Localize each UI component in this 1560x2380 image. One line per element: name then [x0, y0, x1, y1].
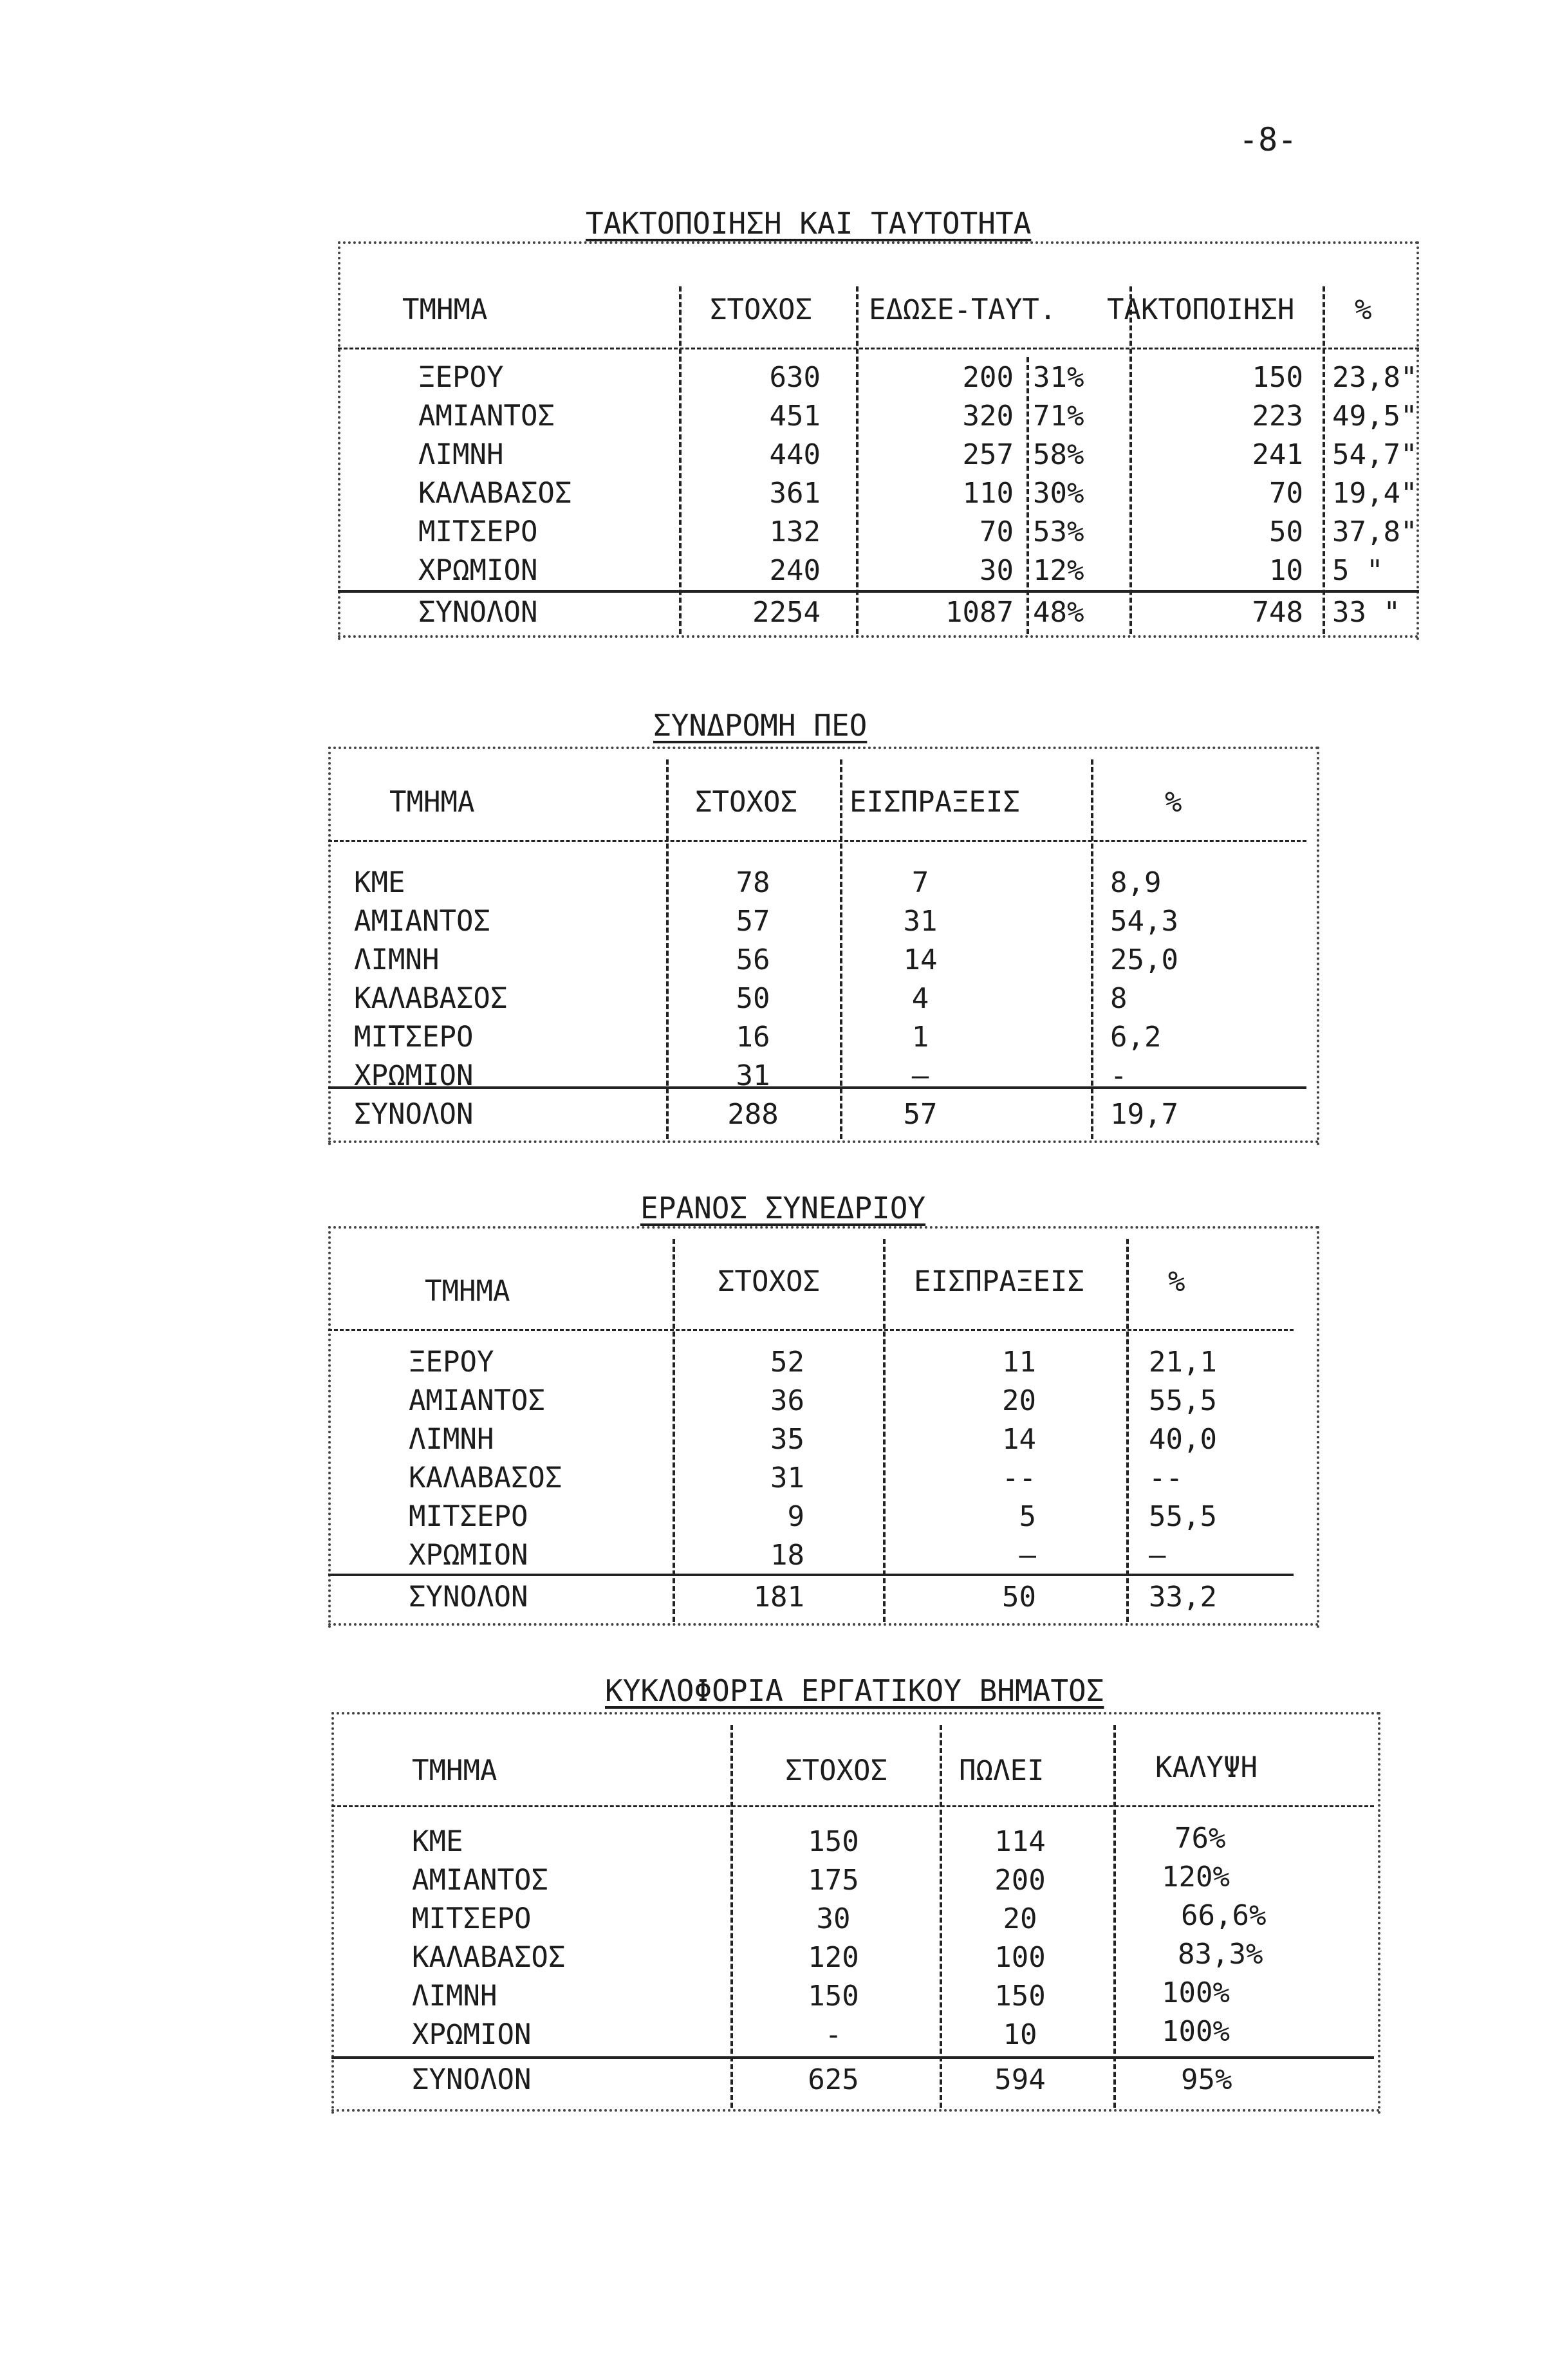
cell-taktopoiisi: 150: [1252, 361, 1303, 394]
cell-stoxos: 120: [808, 1941, 859, 1974]
table-2-title: ΣΥΝΔΡΟΜΗ ΠΕΟ: [653, 708, 868, 743]
table-2: [328, 747, 1319, 1146]
table-4: [331, 1712, 1380, 2114]
cell-eispraxeis: --: [1002, 1462, 1036, 1494]
cell-edose: 320: [962, 400, 1014, 432]
header-percent: %: [1168, 1265, 1185, 1298]
cell-eispraxeis: 14: [903, 944, 938, 976]
cell-stoxos: 56: [736, 944, 770, 976]
column-divider: [1126, 1239, 1129, 1622]
cell-eispraxeis: 14: [1002, 1423, 1036, 1456]
dotted-border-right: [1378, 1712, 1380, 2114]
cell-kalypsi: 76%: [1175, 1822, 1226, 1855]
row-label: ΛΙΜΝΗ: [418, 438, 504, 471]
cell-percent: 23,8": [1332, 361, 1418, 394]
column-divider: [856, 286, 859, 634]
cell-stoxos: 361: [769, 477, 821, 510]
cell-percent: 19,4": [1332, 477, 1418, 510]
cell-stoxos: 16: [736, 1021, 770, 1054]
cell-percent: 40,0: [1149, 1423, 1217, 1456]
cell-stoxos: 240: [769, 554, 821, 587]
cell-stoxos: 18: [770, 1539, 804, 1572]
header-taktopoiisi: ΤΑΚΤΟΠΟΙΗΣΗ: [1107, 293, 1295, 326]
cell-edose: 70: [980, 516, 1014, 548]
header-separator: [338, 348, 1419, 349]
row-label: ΑΜΙΑΝΤΟΣ: [354, 905, 490, 938]
row-label: ΞΕΡΟΥ: [418, 361, 504, 394]
column-divider: [1129, 286, 1132, 634]
cell-taktopoiisi: 70: [1269, 477, 1303, 510]
cell-taktopoiisi: 223: [1252, 400, 1303, 432]
cell-kalypsi: 83,3%: [1178, 1938, 1263, 1971]
dotted-border-right: [1317, 1226, 1319, 1628]
row-label: ΜΙΤΣΕΡΟ: [412, 1902, 532, 1935]
cell-kalypsi: 66,6%: [1181, 1899, 1267, 1932]
total-polei: 594: [994, 2063, 1046, 2096]
cell-percent: -: [1110, 1059, 1128, 1092]
cell-percent: 21,1: [1149, 1346, 1217, 1379]
column-divider: [673, 1239, 675, 1622]
cell-taktopoiisi: 50: [1269, 516, 1303, 548]
cell-eispraxeis: 4: [911, 982, 929, 1015]
header-eispraxeis: ΕΙΣΠΡΑΞΕΙΣ: [914, 1265, 1084, 1298]
total-stoxos: 2254: [752, 596, 821, 629]
table-1: [338, 241, 1419, 640]
row-label: ΑΜΙΑΝΤΟΣ: [409, 1384, 545, 1417]
header-stoxos: ΣΤΟΧΟΣ: [710, 293, 812, 326]
cell-percent: 6,2: [1110, 1021, 1162, 1054]
cell-percent: 5 ": [1332, 554, 1384, 587]
total-stoxos: 625: [808, 2063, 859, 2096]
dotted-border-left: [338, 241, 340, 640]
cell-polei: 200: [994, 1864, 1046, 1897]
cell-percent: 37,8": [1332, 516, 1418, 548]
total-kalypsi: 95%: [1181, 2063, 1232, 2096]
column-divider: [840, 759, 842, 1139]
cell-eispraxeis: 11: [1002, 1346, 1036, 1379]
cell-stoxos: 78: [736, 866, 770, 899]
header-eispraxeis: ΕΙΣΠΡΑΞΕΙΣ: [850, 786, 1020, 819]
dotted-border-top: [338, 241, 1419, 244]
total-edose-percent: 48%: [1033, 596, 1084, 629]
cell-edose: 200: [962, 361, 1014, 394]
table-4-title: ΚΥΚΛΟΦΟΡΙΑ ΕΡΓΑΤΙΚΟΥ ΒΗΜΑΤΟΣ: [605, 1673, 1104, 1708]
cell-kalypsi: 120%: [1162, 1861, 1230, 1893]
cell-percent: 55,5: [1149, 1500, 1217, 1533]
total-stoxos: 288: [727, 1098, 779, 1131]
row-label: ΚΜΕ: [412, 1825, 463, 1858]
total-stoxos: 181: [753, 1581, 804, 1613]
cell-eispraxeis: 1: [911, 1021, 929, 1054]
row-label: ΧΡΩΜΙΟΝ: [409, 1539, 528, 1572]
cell-stoxos: 9: [787, 1500, 804, 1533]
total-edose: 1087: [945, 596, 1014, 629]
cell-percent: —: [1149, 1539, 1166, 1572]
row-label: ΧΡΩΜΙΟΝ: [412, 2018, 532, 2051]
cell-stoxos: 30: [816, 1902, 851, 1935]
cell-taktopoiisi: 10: [1269, 554, 1303, 587]
dotted-border-top: [328, 747, 1319, 749]
row-label: ΛΙΜΝΗ: [412, 1980, 497, 2013]
cell-kalypsi: 100%: [1162, 2015, 1230, 2048]
total-label: ΣΥΝΟΛΟΝ: [409, 1581, 528, 1613]
cell-edose-percent: 71%: [1033, 400, 1084, 432]
cell-edose: 30: [980, 554, 1014, 587]
header-stoxos: ΣΤΟΧΟΣ: [718, 1265, 820, 1298]
dotted-border-right: [1317, 747, 1319, 1146]
row-label: ΛΙΜΝΗ: [409, 1423, 494, 1456]
table-3-title: ΕΡΑΝΟΣ ΣΥΝΕΔΡΙΟΥ: [640, 1191, 926, 1225]
cell-stoxos: 36: [770, 1384, 804, 1417]
header-stoxos: ΣΤΟΧΟΣ: [695, 786, 797, 819]
cell-stoxos: 440: [769, 438, 821, 471]
cell-stoxos: 132: [769, 516, 821, 548]
row-label: ΜΙΤΣΕΡΟ: [354, 1021, 474, 1054]
row-label: ΚΑΛΑΒΑΣΟΣ: [354, 982, 508, 1015]
column-divider: [666, 759, 669, 1139]
cell-polei: 150: [994, 1980, 1046, 2013]
dotted-border-left: [328, 747, 331, 1146]
cell-edose-percent: 53%: [1033, 516, 1084, 548]
cell-edose-percent: 12%: [1033, 554, 1084, 587]
cell-edose-percent: 30%: [1033, 477, 1084, 510]
cell-stoxos: -: [824, 2018, 842, 2051]
cell-eispraxeis: 20: [1002, 1384, 1036, 1417]
column-divider: [1113, 1725, 1116, 2108]
cell-stoxos: 35: [770, 1423, 804, 1456]
dotted-border-left: [331, 1712, 334, 2114]
cell-eispraxeis: 5: [1019, 1500, 1036, 1533]
column-divider: [1026, 357, 1029, 634]
row-label: ΛΙΜΝΗ: [354, 944, 440, 976]
cell-edose-percent: 58%: [1033, 438, 1084, 471]
dotted-border-top: [328, 1226, 1319, 1229]
cell-eispraxeis: —: [1019, 1539, 1036, 1572]
header-edose-tayt: ΕΔΩΣΕ-ΤΑΥΤ.: [869, 293, 1057, 326]
cell-polei: 10: [1003, 2018, 1037, 2051]
dotted-border-top: [331, 1712, 1380, 1715]
row-label: ΚΑΛΑΒΑΣΟΣ: [418, 477, 572, 510]
header-separator: [328, 1329, 1294, 1331]
header-separator: [331, 1805, 1374, 1807]
cell-stoxos: 630: [769, 361, 821, 394]
table-3: [328, 1226, 1319, 1628]
cell-percent: 49,5": [1332, 400, 1418, 432]
dotted-border-bottom: [338, 635, 1419, 638]
cell-stoxos: 57: [736, 905, 770, 938]
total-separator: [328, 1574, 1294, 1576]
cell-edose: 257: [962, 438, 1014, 471]
cell-stoxos: 52: [770, 1346, 804, 1379]
cell-percent: 54,3: [1110, 905, 1178, 938]
total-eispraxeis: 57: [903, 1098, 938, 1131]
cell-percent: 55,5: [1149, 1384, 1217, 1417]
cell-stoxos: 31: [770, 1462, 804, 1494]
cell-stoxos: 175: [808, 1864, 859, 1897]
column-divider: [1091, 759, 1093, 1139]
cell-kalypsi: 100%: [1162, 1976, 1230, 2009]
row-label: ΞΕΡΟΥ: [409, 1346, 494, 1379]
column-divider: [883, 1239, 886, 1622]
total-percent: 33 ": [1332, 596, 1400, 629]
cell-eispraxeis: 7: [911, 866, 929, 899]
cell-polei: 100: [994, 1941, 1046, 1974]
dotted-border-bottom: [328, 1140, 1319, 1143]
column-divider: [940, 1725, 942, 2108]
cell-stoxos: 451: [769, 400, 821, 432]
column-divider: [679, 286, 682, 634]
total-separator: [331, 2056, 1374, 2059]
dotted-border-left: [328, 1226, 331, 1628]
cell-polei: 114: [994, 1825, 1046, 1858]
row-label: ΑΜΙΑΝΤΟΣ: [418, 400, 555, 432]
cell-stoxos: 50: [736, 982, 770, 1015]
row-label: ΑΜΙΑΝΤΟΣ: [412, 1864, 548, 1897]
cell-stoxos: 150: [808, 1980, 859, 2013]
dotted-border-bottom: [331, 2109, 1380, 2112]
cell-stoxos: 150: [808, 1825, 859, 1858]
total-eispraxeis: 50: [1002, 1581, 1036, 1613]
row-label: ΚΑΛΑΒΑΣΟΣ: [412, 1941, 566, 1974]
cell-stoxos: 31: [736, 1059, 770, 1092]
row-label: ΚΜΕ: [354, 866, 405, 899]
total-label: ΣΥΝΟΛΟΝ: [418, 596, 538, 629]
total-taktopoiisi: 748: [1252, 596, 1303, 629]
header-stoxos: ΣΤΟΧΟΣ: [785, 1754, 887, 1787]
column-divider: [1323, 286, 1325, 634]
total-percent: 33,2: [1149, 1581, 1217, 1613]
table-1-title: ΤΑΚΤΟΠΟΙΗΣΗ ΚΑΙ ΤΑΥΤΟΤΗΤΑ: [586, 206, 1032, 241]
cell-percent: 54,7": [1332, 438, 1418, 471]
header-tmima: ΤΜΗΜΑ: [412, 1754, 497, 1787]
header-tmima: ΤΜΗΜΑ: [425, 1275, 510, 1308]
cell-edose-percent: 31%: [1033, 361, 1084, 394]
header-kalypsi: ΚΑΛΥΨΗ: [1155, 1751, 1258, 1784]
header-percent: %: [1355, 293, 1372, 326]
row-label: ΧΡΩΜΙΟΝ: [418, 554, 538, 587]
total-separator: [338, 590, 1419, 593]
row-label: ΧΡΩΜΙΟΝ: [354, 1059, 474, 1092]
header-percent: %: [1165, 786, 1182, 819]
cell-percent: --: [1149, 1462, 1183, 1494]
row-label: ΚΑΛΑΒΑΣΟΣ: [409, 1462, 562, 1494]
header-separator: [328, 840, 1306, 842]
cell-taktopoiisi: 241: [1252, 438, 1303, 471]
dotted-border-bottom: [328, 1623, 1319, 1626]
cell-edose: 110: [962, 477, 1014, 510]
column-divider: [730, 1725, 733, 2108]
page-number: -8-: [1239, 121, 1297, 158]
header-tmima: ΤΜΗΜΑ: [402, 293, 488, 326]
cell-polei: 20: [1003, 1902, 1037, 1935]
total-label: ΣΥΝΟΛΟΝ: [354, 1098, 474, 1131]
total-percent: 19,7: [1110, 1098, 1178, 1131]
header-polei: ΠΩΛΕΙ: [959, 1754, 1045, 1787]
cell-eispraxeis: —: [911, 1059, 929, 1092]
total-label: ΣΥΝΟΛΟΝ: [412, 2063, 532, 2096]
cell-percent: 8: [1110, 982, 1128, 1015]
header-tmima: ΤΜΗΜΑ: [389, 786, 475, 819]
row-label: ΜΙΤΣΕΡΟ: [409, 1500, 528, 1533]
cell-percent: 25,0: [1110, 944, 1178, 976]
row-label: ΜΙΤΣΕΡΟ: [418, 516, 538, 548]
cell-eispraxeis: 31: [903, 905, 938, 938]
total-separator: [328, 1086, 1306, 1089]
cell-percent: 8,9: [1110, 866, 1162, 899]
